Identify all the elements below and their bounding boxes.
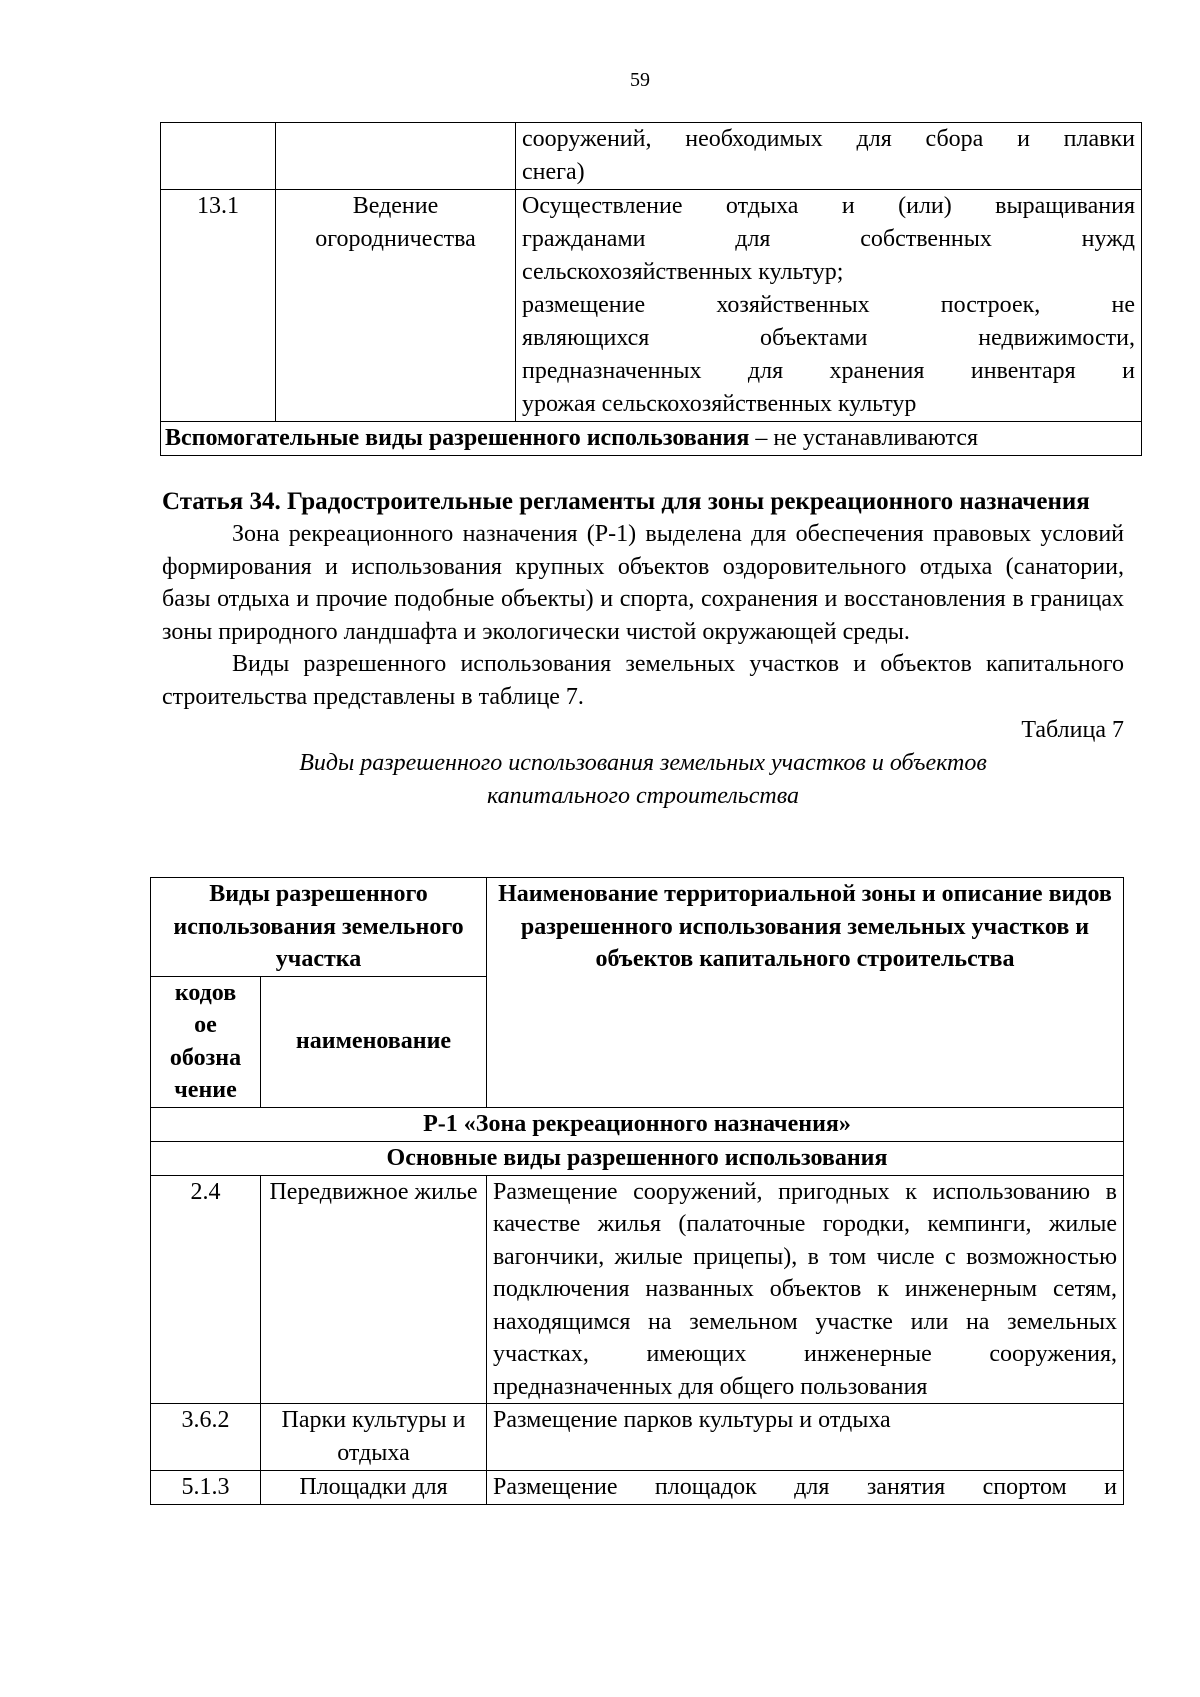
name-cell: Парки культуры и отдыха bbox=[261, 1404, 487, 1471]
name-cell: Ведение огородничества bbox=[276, 190, 516, 422]
zone-title-row bbox=[151, 1107, 1124, 1141]
auxiliary-value: – не устанавливаются bbox=[749, 425, 979, 451]
description-line: сооружений, необходимых для сбора и плавки bbox=[522, 126, 1135, 152]
header-code: кодов ое обозна чение bbox=[151, 976, 261, 1107]
main-uses-title: Основные виды разрешенного использования bbox=[151, 1141, 1124, 1175]
description-line: предназначенных для хранения инвентаря и bbox=[522, 358, 1135, 384]
description-line: Осуществление отдыха и (или) выращивания bbox=[522, 193, 1135, 219]
table-row bbox=[151, 1471, 1124, 1505]
table-caption: Виды разрешенного использования земельных участков и объектов капитального строительства bbox=[299, 750, 987, 809]
description-line: являющихся объектами недвижимости, bbox=[522, 325, 1135, 351]
table-row bbox=[161, 123, 1142, 190]
description-line: гражданами для собственных нужд bbox=[522, 226, 1135, 252]
description-line: сельскохозяйственных культур; bbox=[522, 259, 844, 285]
auxiliary-label: Вспомогательные виды разрешенного использования bbox=[165, 425, 750, 451]
paragraph: Зона рекреационного назначения (Р-1) выделена для обеспечения правовых условий формирования и использования крупных объектов оздоровительного отдыха (санатории, базы отдыха и прочие подобные объекты) и спорта, сохранения и восстановления в границах зоны природного ландшафта и экологически чистой окружающей среды. bbox=[162, 521, 1124, 645]
page-number: 59 bbox=[630, 69, 650, 91]
main-table bbox=[150, 877, 1124, 1505]
description-line: размещение хозяйственных построек, не bbox=[522, 292, 1135, 318]
name-cell: Площадки для bbox=[261, 1471, 487, 1505]
name-cell: Передвижное жилье bbox=[261, 1175, 487, 1404]
header-group: Виды разрешенного использования земельного участка bbox=[151, 878, 487, 977]
header-row bbox=[151, 878, 1124, 977]
code-cell: 2.4 bbox=[151, 1175, 261, 1404]
code-cell: 13.1 bbox=[161, 190, 276, 422]
table-row bbox=[151, 1404, 1124, 1471]
article-heading: Статья 34. Градостроительные регламенты для зоны рекреационного назначения bbox=[162, 488, 1090, 515]
description-cell bbox=[516, 190, 1142, 422]
top-table bbox=[160, 122, 1142, 456]
description-cell bbox=[516, 123, 1142, 190]
name-cell bbox=[276, 123, 516, 190]
zone-title: Р-1 «Зона рекреационного назначения» bbox=[151, 1107, 1124, 1141]
main-uses-title-row bbox=[151, 1141, 1124, 1175]
table-row bbox=[161, 190, 1142, 422]
auxiliary-cell bbox=[161, 422, 1142, 456]
table-row bbox=[151, 1175, 1124, 1404]
description-cell: Размещение парков культуры и отдыха bbox=[487, 1404, 1124, 1471]
header-name: наименование bbox=[261, 976, 487, 1107]
description-cell: Размещение площадок для занятия спортом и bbox=[487, 1471, 1124, 1505]
description-line: урожая сельскохозяйственных культур bbox=[522, 391, 917, 417]
header-description: Наименование территориальной зоны и описание видов разрешенного использования земельных участков и объектов капитального строительства bbox=[487, 878, 1124, 1108]
description-cell: Размещение сооружений, пригодных к использованию в качестве жилья (палаточные городки, кемпинги, жилые вагончики, жилые прицепы), в том числе с возможностью подключения названных объектов к инженерным сетям, находящимся на земельном участке или на земельных участках, имеющих инженерные сооружения, предназначенных для общего пользования bbox=[487, 1175, 1124, 1404]
auxiliary-row bbox=[161, 422, 1142, 456]
table-number: Таблица 7 bbox=[1021, 717, 1124, 743]
code-cell: 5.1.3 bbox=[151, 1471, 261, 1505]
paragraph: Виды разрешенного использования земельных участков и объектов капитального строительства представлены в таблице 7. bbox=[162, 651, 1124, 710]
description-line: снега) bbox=[522, 159, 585, 185]
code-cell: 3.6.2 bbox=[151, 1404, 261, 1471]
article-section bbox=[162, 486, 1124, 813]
code-cell bbox=[161, 123, 276, 190]
